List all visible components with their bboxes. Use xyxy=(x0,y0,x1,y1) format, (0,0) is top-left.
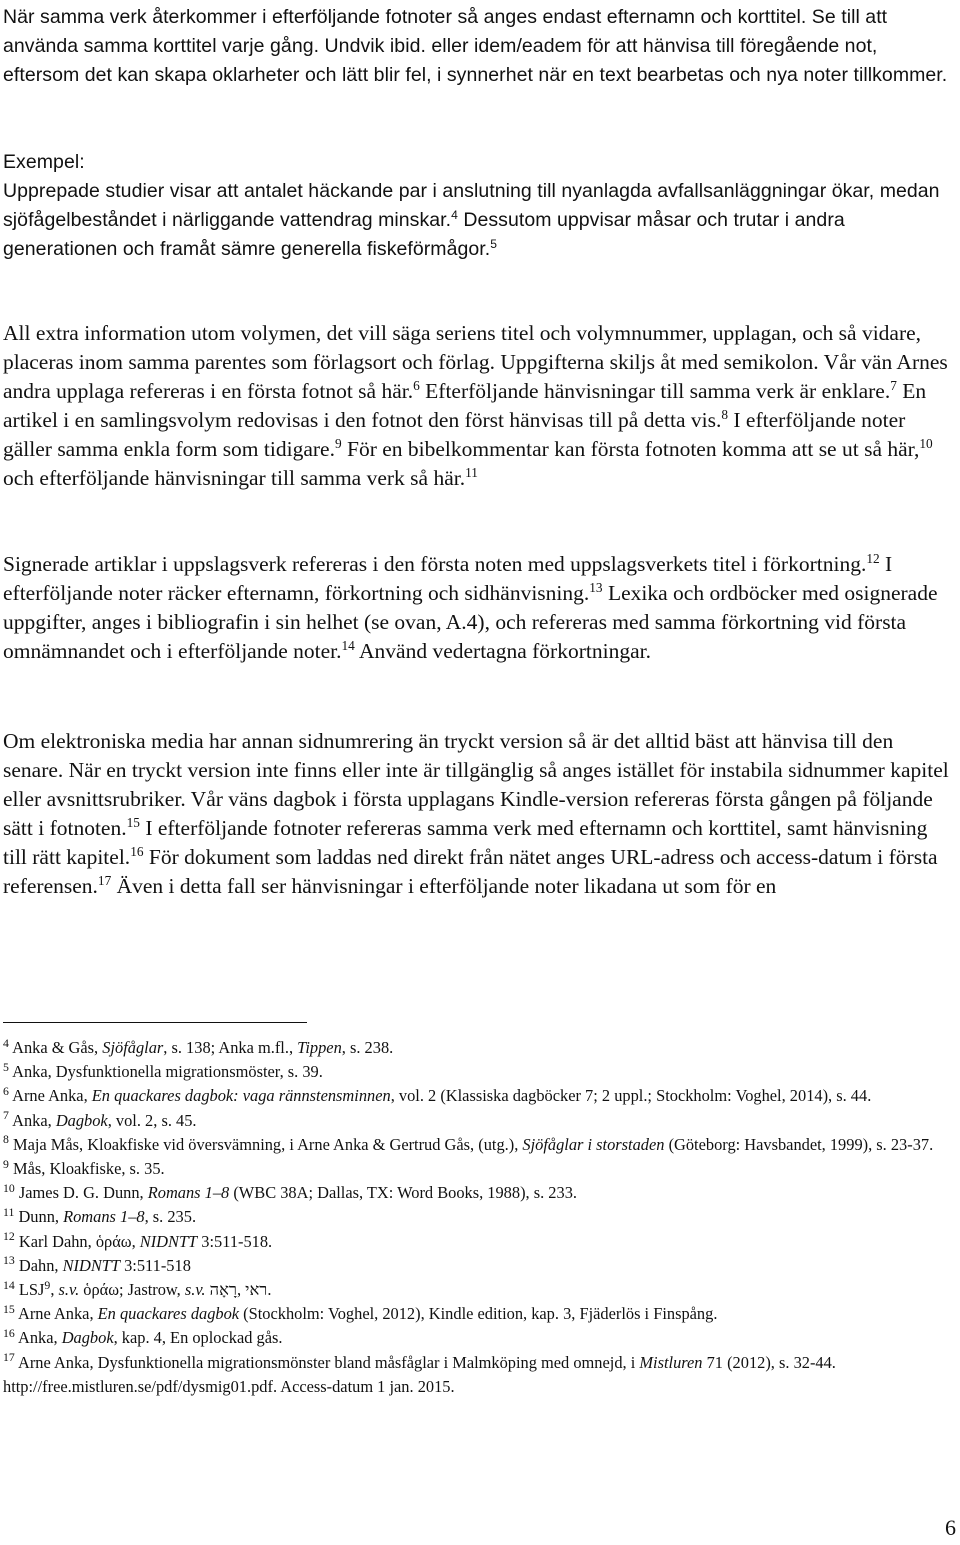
paragraph-signed-articles: Signerade artiklar i uppslagsverk refereras i den första noten med uppslagsverkets titel i förkortning.$^{12}$ I efterföljande noter räcker efternamn, förkortning och sidhänvisning.$^{13}$ Lexika och ordböcker med osignerade uppgifter, anges i bibliografin i sin helhet (se ovan, A.4), och refereras med samma förkortning vid första omnämnandet och i efterföljande noter.$^{14}$ Använd vedertagna förkortningar. xyxy=(3,550,938,663)
footnote-ref[interactable]: 10 xyxy=(919,435,933,451)
footnote: $^{10}$ James D. G. Dunn, Romans 1–8 (WBC 38A; Dallas, TX: Word Books, 1988), s. 233. xyxy=(3,1180,577,1203)
footnote-ref[interactable]: 5 xyxy=(490,236,497,251)
footnote-ref[interactable]: 17 xyxy=(97,872,112,888)
footnote: $^{12}$ Karl Dahn, ὁράω, NIDNTT 3:511-518. xyxy=(3,1229,273,1251)
intro-paragraph xyxy=(3,3,955,90)
footnote: $^{13}$ Dahn, NIDNTT 3:511-518 xyxy=(3,1253,191,1275)
footnote-ref[interactable]: 15 xyxy=(126,814,140,830)
footnote-ref[interactable]: 13 xyxy=(589,579,603,595)
example-label: Exempel: xyxy=(3,151,85,173)
footnote: $^8$ Maja Mås, Kloakfiske vid översvämning, i Arne Anka & Gertrud Gås, (utg.), Sjöfåglar i storstaden (Göteborg: Havsbandet, 1999), s. 23-37. xyxy=(3,1132,934,1154)
page-number: 6 xyxy=(945,1515,956,1540)
footnote: $^9$ Mås, Kloakfiske, s. 35. xyxy=(3,1156,165,1179)
footnote: $^4$ Anka & Gås, Sjöfåglar, s. 138; Anka m.fl., Tippen, s. 238. xyxy=(3,1035,394,1057)
example-block xyxy=(3,148,955,264)
footnote: $^6$ Arne Anka, En quackares dagbok: vaga rännstensminnen, vol. 2 (Klassiska dagböcker 7; 2 uppl.; Stockholm: Voghel, 2014), s. 44. xyxy=(3,1083,872,1106)
footnote-ref[interactable]: 14 xyxy=(341,637,355,653)
footnote: $^{11}$ Dunn, Romans 1–8, s. 235. xyxy=(3,1204,197,1227)
paragraph-extra-information: All extra information utom volymen, det vill säga seriens titel och volymnummer, upplagan, och så vidare, placeras inom samma parentes som förlagsort och förlag. Uppgifterna skiljs åt med semikolon. Vår vän Arnes andra upplaga refereras i en första fotnot så här.$^6$ Efterföljande hänvisningar till samma verk är enklare.$^7$ En artikel i en samlingsvolym redovisas i den fotnot den först hänvisas till på detta vis.$^8$ I efterföljande noter gäller samma enkla form som tidigare.$^9$ För en bibelkommentar kan första fotnoten komma att se ut så här,$^{10}$ och efterföljande hänvisningar till samma verk så här.$^{11}$ xyxy=(3,321,948,490)
footnote: $^7$ Anka, Dagbok, vol. 2, s. 45. xyxy=(3,1108,197,1130)
footnote-ref[interactable]: 16 xyxy=(130,843,144,859)
example-text: Upprepade studier visar att antalet häckande par i anslutning till nyanlagda avfallsanläggningar ökar, medan sjöfågelbeståndet i närliggande vattendrag minskar.$^4$ Dessutom uppvisar måsar och trutar i andra generationen och framåt sämre generella fiskeförmågor.$^5$ xyxy=(3,180,940,260)
footnote-ref[interactable]: 12 xyxy=(866,550,880,566)
footnote-ref[interactable]: 4 xyxy=(451,207,458,222)
footnote: $^5$ Anka, Dysfunktionella migrationsmöster, s. 39. xyxy=(3,1059,323,1082)
footnote: $^{14}$ LSJ$^9$, s.v. ὁράω; Jastrow, s.v. ראי ,רָאָה. xyxy=(3,1277,272,1300)
footnote-ref[interactable]: 8 xyxy=(721,406,729,422)
footnote-ref[interactable]: 6 xyxy=(413,377,420,393)
footnote-ref[interactable]: 11 xyxy=(465,464,478,480)
footnote-ref[interactable]: 7 xyxy=(890,377,897,393)
footnote: $^{17}$ Arne Anka, Dysfunktionella migrationsmönster bland måsfåglar i Malmköping med omnejd, i Mistluren 71 (2012), s. 32-44. http://free.mistluren.se/pdf/dysmig01.pdf. Access-datum 1 jan. 2015. xyxy=(3,1350,836,1396)
footnote: $^{16}$ Anka, Dagbok, kap. 4, En oplockad gås. xyxy=(3,1325,283,1348)
footnotes xyxy=(3,1036,953,1399)
paragraph-electronic-media: Om elektroniska media har annan sidnumrering än tryckt version så är det alltid bäst att hänvisa till den senare. När en tryckt version inte finns eller inte är tillgänglig så anges istället för instabila sidnummer kapitel eller avsnittsrubriker. Vår väns dagbok i första upplagans Kindle-version refereras första gången på följande sätt i fotnoten.$^{15}$ I efterföljande fotnoter refereras samma verk med efternamn och korttitel, samt hänvisning till rätt kapitel.$^{16}$ För dokument som laddas ned direkt från nätet anges URL-adress och access-datum i första referensen.$^{17}$ Även i detta fall ser hänvisningar i efterföljande noter likadana ut som för en xyxy=(3,729,949,898)
footnote-separator xyxy=(3,1022,307,1023)
footnote: $^{15}$ Arne Anka, En quackares dagbok (Stockholm: Voghel, 2012), Kindle edition, kap. 3, Fjäderlös i Finspång. xyxy=(3,1301,718,1324)
intro-text: När samma verk återkommer i efterföljande fotnoter så anges endast efternamn och korttitel. Se till att använda samma korttitel varje gång. Undvik ibid. eller idem/eadem för att hänvisa till föregående not, eftersom det kan skapa oklarheter och lätt blir fel, i synnerhet när en text bearbetas och nya noter tillkommer. xyxy=(3,6,948,86)
footnote-ref[interactable]: 9 xyxy=(334,435,342,451)
